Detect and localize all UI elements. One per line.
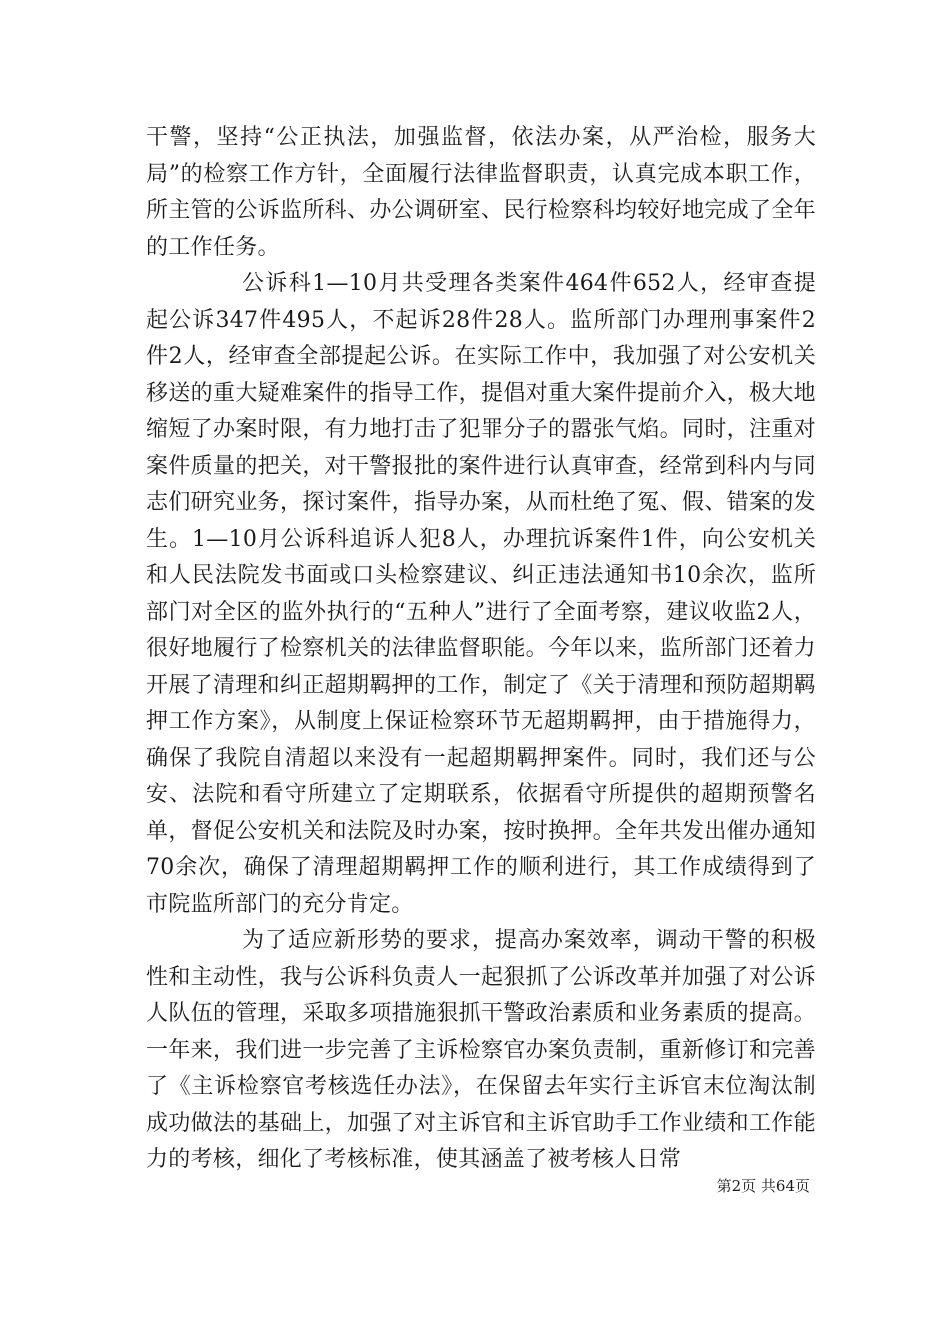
paragraph-3: 为了适应新形势的要求，提高办案效率，调动干警的积极性和主动性，我与公诉科负责人一起狠抓了公诉改革并加强了对公诉人队伍的管理，采取多项措施狠抓干警政治素质和业务素质的提高。一年来，我们进一步完善了主诉检察官办案负责制，重新修订和完善了《主诉检察官考核选任办法》，在保留去年实行主诉官末位淘汰制成功做法的基础上，加强了对主诉官和主诉官助手工作业绩和工作能力的考核，细化了考核标准，使其涵盖了被考核人日常 bbox=[146, 928, 816, 1172]
page-number-footer: 第2页 共64页 bbox=[716, 1177, 810, 1195]
paragraph-2: 公诉科1—10月共受理各类案件464件652人，经审查提起公诉347件495人，不起诉28件28人。监所部门办理刑事案件2件2人，经审查全部提起公诉。在实际工作中，我加强了对公安机关移送的重大疑难案件的指导工作，提倡对重大案件提前介入，极大地缩短了办案时限，有力地打击了犯罪分子的嚣张气焰。同时，注重对案件质量的把关，对干警报批的案件进行认真审查，经常到科内与同志们研究业务，探讨案件，指导办案，从而杜绝了冤、假、错案的发生。1—10月公诉科追诉人犯8人，办理抗诉案件1件，向公安机关和人民法院发书面或口头检察建议、纠正违法通知书10余次，监所部门对全区的监外执行的“五种人”进行了全面考察，建议收监2人，很好地履行了检察机关的法律监督职能。今年以来，监所部门还着力开展了清理和纠正超期羁押的工作，制定了《关于清理和预防超期羁押工作方案》，从制度上保证检察环节无超期羁押，由于措施得力，确保了我院自清超以来没有一起超期羁押案件。同时，我们还与公安、法院和看守所建立了定期联系，依据看守所提供的超期预警名单，督促公安机关和法院及时办案，按时换押。全年共发出催办通知70余次，确保了清理超期羁押工作的顺利进行，其工作成绩得到了市院监所部门的充分肯定。 bbox=[146, 271, 816, 917]
document-body bbox=[146, 120, 816, 1179]
paragraph-1: 干警，坚持“公正执法，加强监督，依法办案，从严治检，服务大局”的检察工作方针，全面履行法律监督职责，认真完成本职工作，所主管的公诉监所科、办公调研室、民行检察科均较好地完成了全年的工作任务。 bbox=[146, 125, 816, 260]
